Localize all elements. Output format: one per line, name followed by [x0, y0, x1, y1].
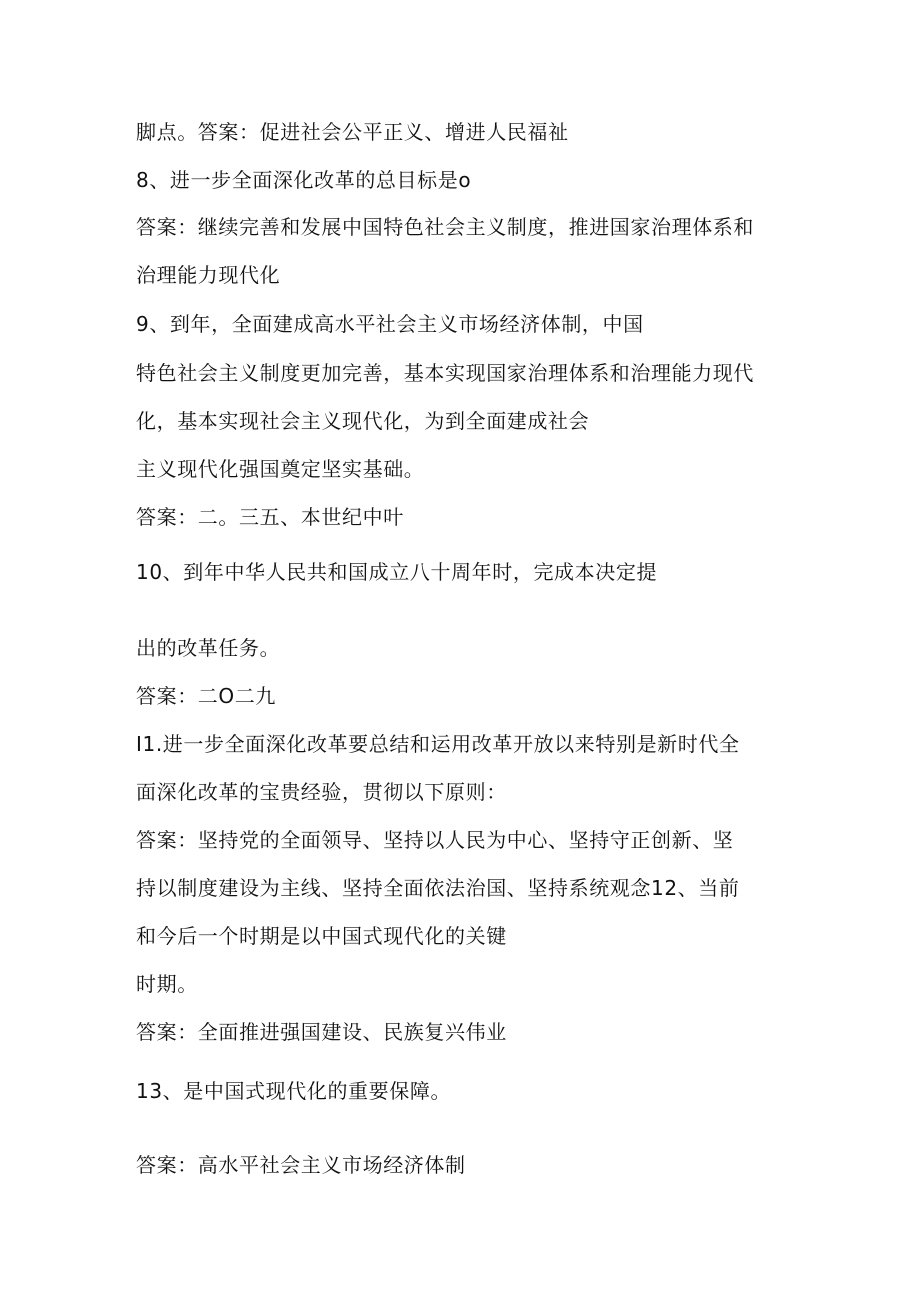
question-12-line-2: 时期。: [136, 972, 198, 996]
answer-9: 答案：二。三五、本世纪中叶: [136, 505, 404, 529]
question-12-line-1: 和今后一个时期是以中国式现代化的关键: [136, 924, 507, 948]
question-11-line-2: 面深化改革的宝贵经验，贯彻以下原则：: [136, 780, 507, 804]
answer-12: 答案：全面推进强国建设、民族复兴伟业: [136, 1020, 507, 1044]
question-10-line-1: 10、到年中华人民共和国成立八十周年时，完成本决定提: [136, 560, 658, 584]
answer-8-line-2: 治理能力现代化: [136, 263, 281, 287]
question-8: 8、进一步全面深化改革的总目标是o: [136, 168, 472, 192]
answer-11-line-2: 持以制度建设为主线、坚持全面依法治国、坚持系统观念12、当前: [136, 876, 740, 900]
answer-13: 答案：高水平社会主义市场经济体制: [136, 1153, 466, 1177]
question-9-line-2: 特色社会主义制度更加完善，基本实现国家治理体系和治理能力现代: [136, 361, 754, 385]
question-11-line-1: I1.进一步全面深化改革要总结和运用改革开放以来特别是新时代全: [136, 732, 740, 756]
question-13: 13、是中国式现代化的重要保障。: [136, 1079, 452, 1103]
answer-8-line-1: 答案：继续完善和发展中国特色社会主义制度，推进国家治理体系和: [136, 215, 754, 239]
question-9-line-1: 9、到年，全面建成高水平社会主义市场经济体制，中国: [136, 312, 644, 336]
question-9-line-3: 化，基本实现社会主义现代化，为到全面建成社会: [136, 409, 590, 433]
question-10-line-2: 出的改革任务。: [136, 636, 281, 660]
answer-10: 答案：二O二九: [136, 684, 276, 708]
question-9-line-4: 主义现代化强国奠定坚实基础。: [136, 457, 425, 481]
text-line: 脚点。答案：促进社会公平正义、增进人民福祉: [136, 120, 569, 144]
answer-11-line-1: 答案：坚持党的全面领导、坚持以人民为中心、坚持守正创新、坚: [136, 828, 734, 852]
